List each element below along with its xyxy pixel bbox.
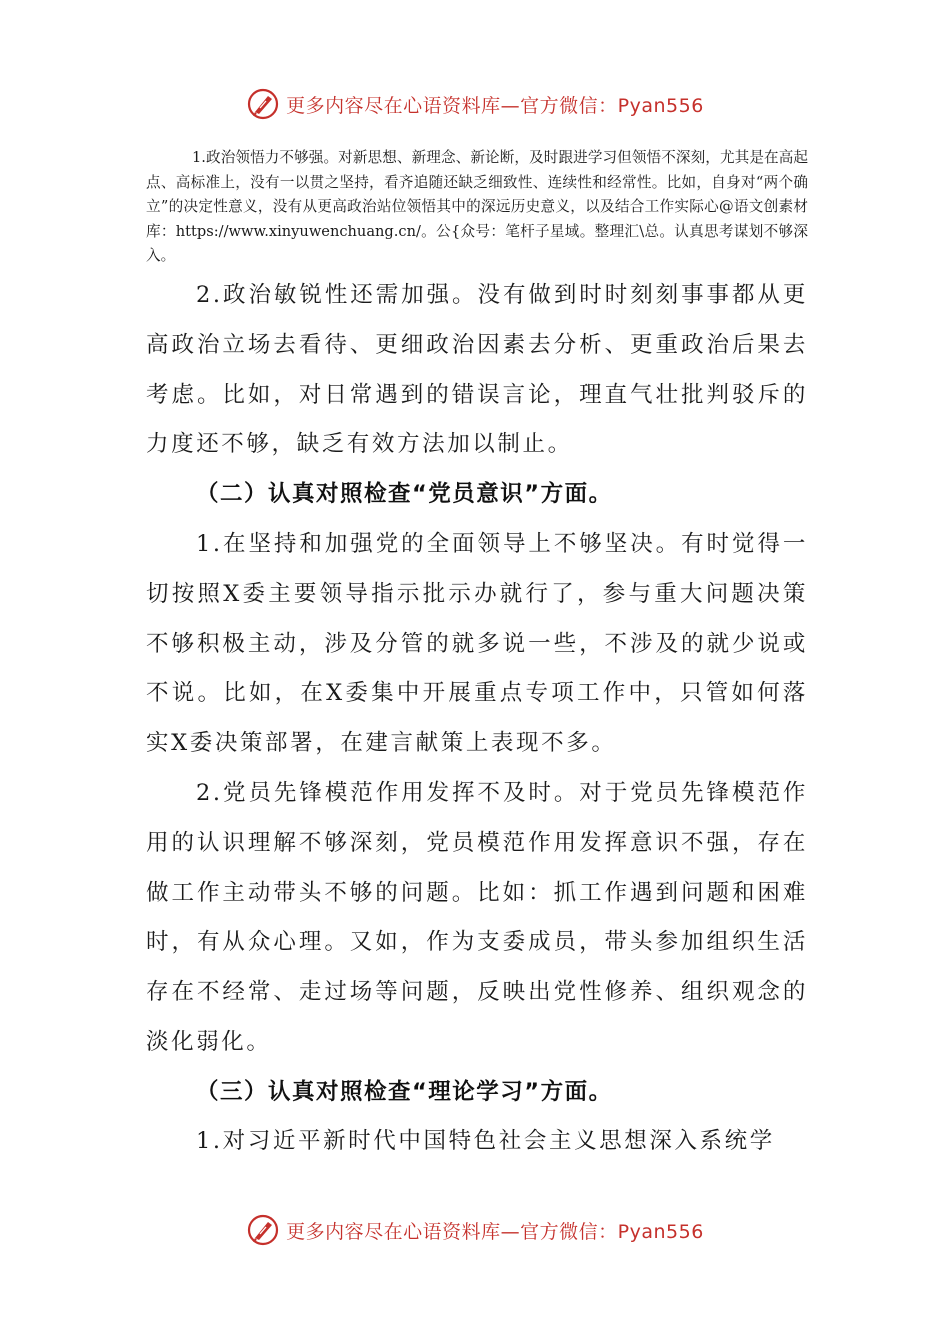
pen-nib-logo-icon [246,87,280,121]
section-heading-theory-study: （三）认真对照检查“理论学习”方面。 [196,1079,613,1105]
header-banner [0,84,950,124]
paragraph-party-leadership: 1.在坚持和加强党的全面领导上不够坚决。有时觉得一切按照X委主要领导指示批示办就行了，参与重大问题决策不够积极主动，涉及分管的就多说一些，不涉及的就少说或不说。比如，在X委集中开展重点专项工作中，只管如何落实X委决策部署，在建言献策上表现不多。 [146,531,808,757]
footer-banner [0,1210,950,1250]
paragraph-political-comprehension: 1.政治领悟力不够强。对新思想、新理念、新论断，及时跟进学习但领悟不深刻，尤其是在高起点、高标准上，没有一以贯之坚持，看齐追随还缺乏细致性、连续性和经常性。比如，自身对“两个确立”的决定性意义，没有从更高政治站位领悟其中的深远历史意义，以及结合工作实际心@语文创素材库：https://www.xinyuwenchuang.cn/。公{众号：笔杆子星域。整理汇\总。认真思考谋划不够深入。 [146,149,808,265]
pen-nib-logo-icon [246,1213,280,1247]
banner-text: 更多内容尽在心语资料库—官方微信：Pyan556 [286,1220,704,1243]
section-heading-party-awareness: （二）认真对照检查“党员意识”方面。 [196,481,613,507]
banner-text: 更多内容尽在心语资料库—官方微信：Pyan556 [286,94,704,117]
paragraph-vanguard-role: 2.党员先锋模范作用发挥不及时。对于党员先锋模范作用的认识理解不够深刻，党员模范作用发挥意识不强，存在做工作主动带头不够的问题。比如：抓工作遇到问题和困难时，有从众心理。又如，作为支委成员，带头参加组织生活存在不经常、走过场等问题，反映出党性修养、组织观念的淡化弱化。 [146,780,808,1055]
paragraph-political-sensitivity: 2.政治敏锐性还需加强。没有做到时时刻刻事事都从更高政治立场去看待、更细政治因素去分析、更重政治后果去考虑。比如，对日常遇到的错误言论，理直气壮批判驳斥的力度还不够，缺乏有效方法加以制止。 [146,282,808,458]
paragraph-theory-study: 1.对习近平新时代中国特色社会主义思想深入系统学 [196,1128,775,1154]
